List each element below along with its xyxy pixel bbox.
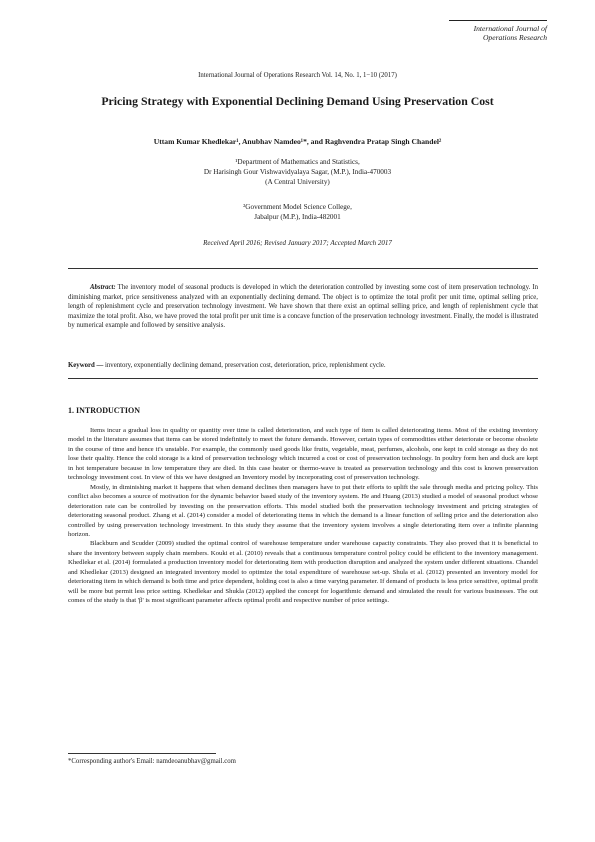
keywords-label: Keyword — — [68, 362, 104, 369]
abstract — [68, 283, 538, 331]
affiliation-2-line-1: ²Government Model Science College, — [243, 203, 352, 211]
journal-badge — [449, 20, 547, 42]
author-list: Uttam Kumar Khedlekar¹, Anubhav Namdeo¹*, and Raghvendra Pratap Singh Chandel² — [153, 137, 442, 146]
abstract-label: Abstract: — [90, 284, 116, 291]
affiliation-1 — [90, 157, 505, 187]
affiliation-2-line-2: Jabalpur (M.P.), India-482001 — [254, 213, 341, 221]
abstract-top-rule — [68, 268, 538, 269]
keywords — [68, 361, 538, 370]
affiliation-1-line-3: (A Central University) — [265, 178, 330, 186]
running-head: International Journal of Operations Research Vol. 14, No. 1, 1−10 (2017) — [198, 72, 397, 79]
body-text — [68, 426, 538, 606]
footnote: *Corresponding author's Email: namdeoanubhav@gmail.com — [68, 758, 236, 765]
affiliation-1-line-2: Dr Harisingh Gour Vishwavidyalaya Sagar, (M.P.), India-470003 — [203, 168, 392, 176]
journal-badge-line1: International Journal of — [473, 24, 547, 33]
affiliation-2 — [90, 202, 505, 222]
affiliation-1-line-1: ¹Department of Mathematics and Statistics, — [235, 158, 360, 166]
body-paragraph: Mostly, in diminishing market it happens that when demand declines then managers have to put their efforts to uplift the sale through media and pricing policy. This conflict also becomes a source of motivation for the dynamic behavior based study of the inventory system. He and Huang (2013) studied a model of seasonal product whose deterioration rate can be controlled by investing on the preservation efforts. This model studied both the preservation technology investment and pricing strategies of deteriorating seasonal product. Zhang et al. (2014) consider a model of deteriorating items in which the demand is a linear function of selling price and the deterioration also controlled by using preservation technology investment. In this study they assume that the inventory system involves a single deteriorating item over a infinite planning horizon. — [68, 483, 538, 538]
received-dates: Received April 2016; Revised January 2017; Accepted March 2017 — [203, 239, 392, 247]
keywords-text: inventory, exponentially declining demand, preservation cost, deterioration, price, replenishment cycle. — [105, 362, 386, 369]
journal-badge-line2: Operations Research — [482, 33, 547, 42]
badge-rule — [449, 20, 547, 21]
section-heading: 1. INTRODUCTION — [68, 406, 141, 415]
body-paragraph: Items incur a gradual loss in quality or quantity over time is called deterioration, and such type of item is called deteriorating items. Most of the existing inventory model in the literature assumes that items can be stored indefinitely to meet the future demands. However, certain types of commodities either deteriorate or become obsolete in the course of time and hence it's unstable. For example, the commonly used goods like fruits, vegetable, meat, perfumes, alcohols, one kept in cold storage as they do not lose their quality. Hence the cold storage is a kind of preservation technology which incurred a cost or cost of preservation technology. In poultry form hen and duck are kept in hot temperature because in low temperature they are died. In this case heater or thermo-wave is treated as preservation technology and this cost is known preservation technology investment cost. In view of this we have designed an Inventory model by incorporating cost of preservation technology. — [68, 427, 538, 482]
footnote-rule — [68, 753, 216, 754]
body-paragraph: Blackburn and Scudder (2009) studied the optimal control of warehouse temperature under warehouse capacity constraints. They also proved that it is beneficial to share the inventory between supply chain members. Kouki et al. (2010) reveals that a continuous temperature control policy could be efficient to the inventory management. Khedlekar et al. (2014) formulated a production inventory model for deteriorating item with production disruption and analyzed the system under different situations. Chandel and Khedlekar (2013) designed an integrated inventory model to optimize the total expenditure of warehouse set-up. Shula et al. (2012) presented an inventory model for deteriorating item in which demand is both time and price dependent, holding cost is also a time varying parameter. If demand of products is less price sensitive, optimal profit will be more but permit less price setting. Khedlekar and Shukla (2012) applied the concept for logarithmic demand and simulated the result for various businesses. The out comes of the study is that 'β' is most significant parameter affects optimal profit and respective number of price settings. — [68, 540, 538, 605]
abstract-bottom-rule — [68, 378, 538, 379]
abstract-text: The inventory model of seasonal products is developed in which the deterioration controlled by investing some cost of item preservation technology. In diminishing market, price sensitiveness analyzed with an exponentially declining demand. The object is to optimize the total profit per unit time, optimal selling price, length of replenishment cycle and preservation technology investment. We have shown that there exist an optimal selling price, and length of replenishment cycle that maximize the total profit. Also, we have proved the total profit per unit time is a concave function of the preservation technology investment. Finally, the model is illustrated by numerical example and followed by sensitive analysis. — [68, 284, 538, 330]
paper-title: Pricing Strategy with Exponential Declining Demand Using Preservation Cost — [101, 94, 494, 108]
